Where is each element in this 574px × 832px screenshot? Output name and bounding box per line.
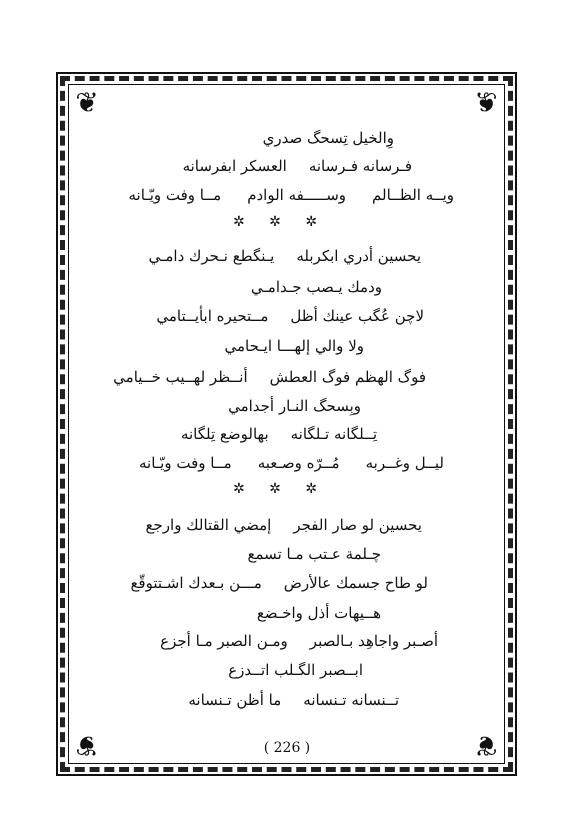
- poem-line: فـرسانه فـرسانهالعسكر ابفرسانه: [182, 157, 412, 175]
- poem-line: لاچن عُگب عينك أظلمــتحيره ابأيــتامي: [156, 307, 424, 325]
- poem-line: يحسين أدري ابكربلهيـنگطع نـحرك دامـي: [148, 247, 421, 265]
- corner-ornament-icon: ❦: [474, 86, 498, 119]
- poem-line: فوگ الهظم فوگ العطشأنــظر لهــيب خــيامي: [113, 368, 426, 386]
- stars-divider: ✲ ✲ ✲: [232, 214, 328, 230]
- corner-ornament-icon: ❦: [474, 729, 498, 762]
- poem-line: ودمك يـصب جـدامـي: [250, 278, 382, 296]
- poem-line: يحسين لو صار الفجرإمضي القتالك وارجع: [145, 516, 422, 534]
- poem-line: هــيهات أذل واخـضع: [256, 604, 381, 622]
- poem-line: لو طاح جسمك عالأرضمـــن بـعدك اشـتتوقّع: [130, 574, 428, 592]
- corner-ornament-icon: ❦: [75, 729, 99, 762]
- poem-line: ولا والي إلهـــا ايـحامي: [224, 337, 364, 355]
- page-number: ( 226 ): [263, 740, 311, 756]
- poem-line: چـلمة عـتب مـا تسمع: [247, 545, 381, 563]
- poem-line: ليــل وغــربهمُــرّه وصـعبهمــا وفت ويّـانه: [139, 454, 444, 472]
- stars-divider: ✲ ✲ ✲: [232, 481, 328, 497]
- poem-line: أصـبر واجاهِد بـالصبرومـن الصبر مـا أجزع: [160, 632, 438, 650]
- poem-line: تِــلگانه تـلگانهبهالوضع تِلگانه: [180, 425, 377, 443]
- corner-ornament-icon: ❦: [75, 86, 99, 119]
- poem-line: ويــه الظــالموســـــفه الوادممــا وفت ويّـانه: [128, 186, 454, 204]
- poem-line: ابــصبر الگـلب اتــدزع: [228, 661, 363, 679]
- poem-line: تــنسانه تـنسانهما أظن تـنسانه: [188, 691, 399, 709]
- poem-line: وبِسحگ النـار أجدامي: [228, 397, 361, 415]
- poem-line: وِالخيل تِسحگ صدري: [262, 129, 394, 147]
